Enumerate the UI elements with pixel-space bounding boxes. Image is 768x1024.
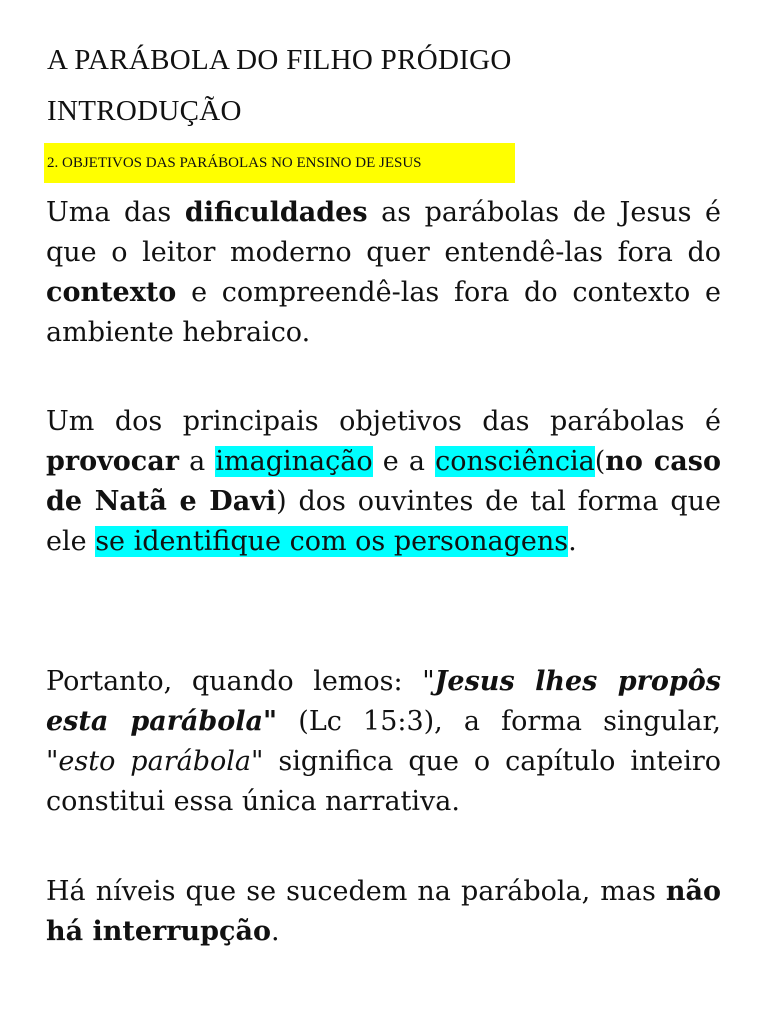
p3-bold-italic-quote: Jesus lhes propôs esta parábola" xyxy=(46,666,721,737)
paragraph-1 xyxy=(46,193,721,353)
p3-text: (Lc 15:3), a forma singular, xyxy=(277,706,721,737)
p2-text: ) dos ouvintes de tal forma que ele xyxy=(46,486,721,557)
p2-text: a xyxy=(178,446,216,477)
paragraph-4 xyxy=(46,872,721,952)
p2-text: . xyxy=(568,526,577,557)
p4-text: Há níveis que se sucedem na parábola, mas xyxy=(46,876,666,907)
p1-bold-dificuldades: dificuldades xyxy=(184,197,368,228)
p1-text: Uma das xyxy=(46,197,185,228)
p2-bold-provocar: provocar xyxy=(46,446,179,477)
p4-bold-interrupcao: não há interrupção xyxy=(46,876,721,947)
paragraph-3 xyxy=(46,662,721,822)
p1-bold-contexto: contexto xyxy=(46,277,177,308)
introduction-heading: INTRODUÇÃO xyxy=(47,95,242,127)
p2-text: Um dos principais objetivos das parábolas é xyxy=(46,406,721,437)
p2-text: e a xyxy=(372,446,436,477)
p3-text: Portanto, quando lemos: " xyxy=(46,666,435,697)
p4-text: . xyxy=(270,916,280,947)
paragraph-2 xyxy=(46,402,721,562)
section-heading: 2. OBJETIVOS DAS PARÁBOLAS NO ENSINO DE JESUS xyxy=(44,143,515,183)
p2-bold-nata-davi: no caso de Natã e Davi xyxy=(46,446,722,517)
p2-highlight-imaginacao: imaginação xyxy=(215,446,373,477)
document-title: A PARÁBOLA DO FILHO PRÓDIGO xyxy=(47,44,512,76)
p2-highlight-consciencia: consciência xyxy=(435,446,595,477)
p3-italic-quote: "esto parábola" xyxy=(46,746,264,777)
p2-highlight-identifique: se identifique com os personagens xyxy=(95,526,569,557)
p3-text: significa que o capítulo inteiro constitui essa única narrativa. xyxy=(46,746,721,817)
p1-text: e compreendê-las fora do contexto e ambiente hebraico. xyxy=(46,277,721,348)
p2-text: ( xyxy=(594,446,606,477)
p1-text: as parábolas de Jesus é que o leitor moderno quer entendê-las fora do xyxy=(46,197,721,268)
